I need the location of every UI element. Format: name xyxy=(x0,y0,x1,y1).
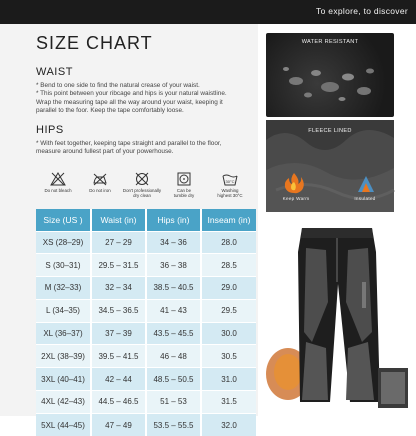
table-row xyxy=(36,277,256,300)
hips-heading: HIPS xyxy=(36,124,64,136)
cell-size: XS (28–29) xyxy=(36,231,91,254)
cell-hips: 48.5 – 50.5 xyxy=(146,368,201,391)
cell-hips: 41 – 43 xyxy=(146,299,201,322)
cell-waist: 39.5 – 41.5 xyxy=(91,345,146,368)
table-row xyxy=(36,345,256,368)
waist-heading: WAIST xyxy=(36,66,73,78)
insulated-icon xyxy=(356,174,376,194)
waist-line: parallel to the foor. Keep the tape comfortably loose. xyxy=(36,107,184,115)
care-item xyxy=(80,172,120,193)
brand-tagline: To explore, to discover xyxy=(316,6,408,16)
table-header-row xyxy=(36,209,256,231)
water-resistant-label: WATER RESISTANT xyxy=(301,39,359,45)
water-resistant-image xyxy=(266,33,394,117)
flame-icon xyxy=(282,172,306,194)
cell-inseam: 30.0 xyxy=(201,322,256,345)
cell-size: 3XL (40–41) xyxy=(36,368,91,391)
cell-size: 4XL (42–43) xyxy=(36,391,91,414)
cell-size: S (30–31) xyxy=(36,254,91,277)
waist-line: * Bend to one side to find the natural crease of your waist. xyxy=(36,82,200,89)
care-item xyxy=(210,172,250,198)
cell-hips: 46 – 48 xyxy=(146,345,201,368)
care-label: Do not iron xyxy=(89,188,111,193)
no-dry-clean-icon xyxy=(134,172,150,186)
care-item xyxy=(38,172,78,193)
cell-hips: 38.5 – 40.5 xyxy=(146,277,201,300)
care-label: Can be xyxy=(176,188,192,193)
tumble-dry-icon xyxy=(176,172,192,186)
fleece-lined-image xyxy=(266,120,394,212)
care-label: dry clean xyxy=(133,193,151,199)
top-banner xyxy=(0,0,416,24)
cell-hips: 51 – 53 xyxy=(146,391,201,414)
table-row xyxy=(36,391,256,414)
cell-inseam: 29.5 xyxy=(201,299,256,322)
hips-line: measure around fullest part of your powerhouse. xyxy=(36,148,174,156)
cell-inseam: 32.0 xyxy=(201,413,256,436)
cell-size: 2XL (38–39) xyxy=(36,345,91,368)
column-header-inseam: Inseam (in) xyxy=(201,209,256,231)
pants-product-image xyxy=(266,222,408,412)
cell-inseam: 31.0 xyxy=(201,368,256,391)
cell-inseam: 28.0 xyxy=(201,231,256,254)
insulated-label: Insulated xyxy=(354,196,376,201)
cell-inseam: 30.5 xyxy=(201,345,256,368)
no-bleach-icon xyxy=(50,172,66,186)
care-item xyxy=(164,172,204,198)
cell-size: L (34–35) xyxy=(36,299,91,322)
cell-waist: 47 – 49 xyxy=(91,413,146,436)
table-row xyxy=(36,254,256,277)
cell-hips: 36 – 38 xyxy=(146,254,201,277)
care-label: Do not bleach xyxy=(44,188,72,193)
washing-icon xyxy=(222,172,238,186)
cell-hips: 53.5 – 55.5 xyxy=(146,413,201,436)
table-row xyxy=(36,322,256,345)
cell-hips: 43.5 – 45.5 xyxy=(146,322,201,345)
water-droplets-graphic xyxy=(266,33,394,117)
care-label: Washing xyxy=(221,188,239,193)
cell-waist: 42 – 44 xyxy=(91,368,146,391)
page-title: SIZE CHART xyxy=(36,33,153,53)
cell-size: XL (36–37) xyxy=(36,322,91,345)
cell-waist: 32 – 34 xyxy=(91,277,146,300)
wash-temp-label: 30°C xyxy=(225,179,235,184)
cell-waist: 34.5 – 36.5 xyxy=(91,299,146,322)
column-header-hips: Hips (in) xyxy=(146,209,201,231)
table-row xyxy=(36,231,256,254)
fleece-lined-label: FLEECE LINED xyxy=(308,128,352,134)
column-header-waist: Waist (in) xyxy=(91,209,146,231)
column-header-size: Size (US ) xyxy=(36,209,91,231)
waist-line: * This point between your ribcage and hips is your natural waistline. xyxy=(36,90,227,98)
cell-inseam: 31.5 xyxy=(201,391,256,414)
care-item xyxy=(122,172,162,198)
hips-line: * With feet together, keeping tape straight and parallel to the floor, xyxy=(36,140,222,147)
table-row xyxy=(36,299,256,322)
care-instructions xyxy=(38,172,258,206)
care-label: tumble dry xyxy=(173,193,195,199)
keep-warm-label: Keep Warm xyxy=(282,196,310,201)
size-table xyxy=(36,209,256,436)
cell-waist: 27 – 29 xyxy=(91,231,146,254)
care-label: highest 30°C xyxy=(217,193,243,199)
cell-hips: 34 – 36 xyxy=(146,231,201,254)
table-row xyxy=(36,413,256,436)
table-row xyxy=(36,368,256,391)
cell-inseam: 29.0 xyxy=(201,277,256,300)
cell-waist: 37 – 39 xyxy=(91,322,146,345)
no-iron-icon xyxy=(92,172,108,186)
waist-line: Wrap the measuring tape all the way around your waist, keeping it xyxy=(36,98,223,106)
care-label: Don't professionally xyxy=(122,188,162,193)
hips-instructions xyxy=(36,140,254,157)
cell-waist: 44.5 – 46.5 xyxy=(91,391,146,414)
cell-inseam: 28.5 xyxy=(201,254,256,277)
waist-instructions xyxy=(36,82,254,116)
cell-waist: 29.5 – 31.5 xyxy=(91,254,146,277)
cell-size: M (32–33) xyxy=(36,277,91,300)
cell-size: 5XL (44–45) xyxy=(36,413,91,436)
